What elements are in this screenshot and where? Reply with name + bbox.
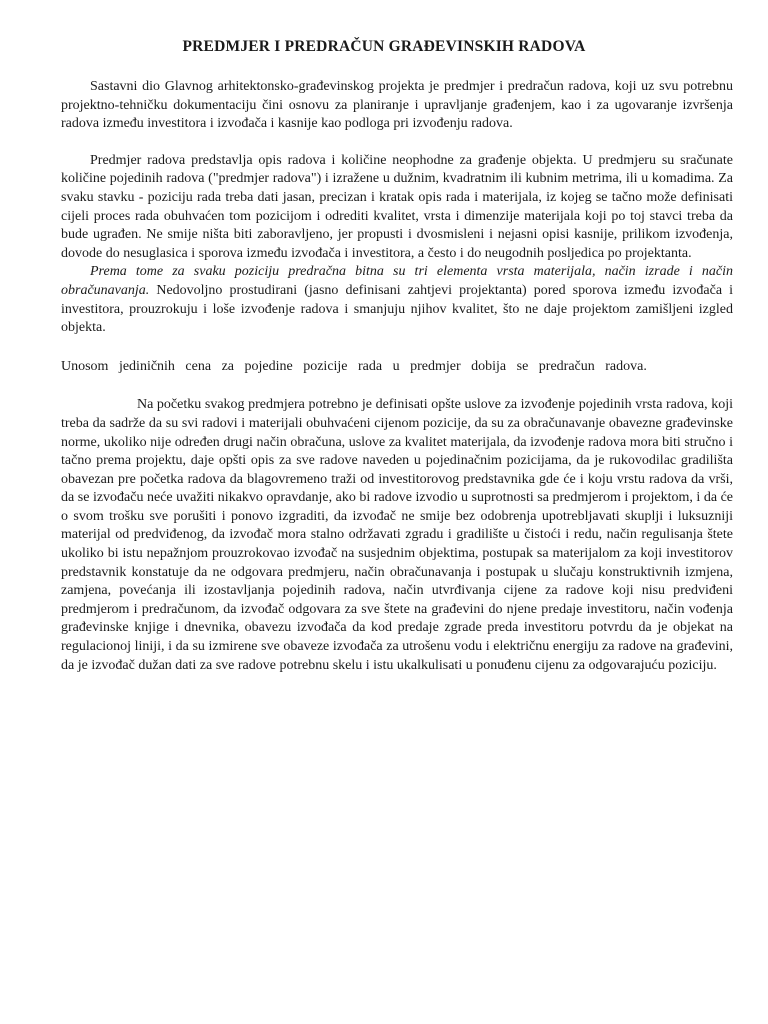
document-body <box>61 78 733 675</box>
paragraph-predmjer-definition: Predmjer radova predstavlja opis radova i količine neophodne za građenje objekta. U predmjeru su sračunate količine pojedinih radova ("predmjer radova") i izražene u dužnim, kvadratnim ili kubnim metrima, ili u komadima. Za svaku stavku - poziciju rada treba dati jasan, precizan i kratak opis rada i materijala, iz kojeg se tačno može definisati cijeli proces rada obuhvaćen tom pozicijom i odrediti kvalitet, vrsta i dimenzije materijala koji po toj stavci treba da bude ugrađen. Ne smije ništa biti zaboravljeno, jer propusti i dvosmisleni i nejasni opisi kasnije, prilikom izvođenja, dovode do nesuglasica i sporova između izvođača i investitora, a često i do neugodnih posljedica po projektanta. <box>61 152 733 261</box>
paragraph-general-conditions: Na početku svakog predmjera potrebno je definisati opšte uslove za izvođenje pojedinih vrsta radova, koji treba da sadrže da su svi radovi i materijali obuhvaćeni cijenom pozicije, da su za obračunavanje obavezne građevinske norme, ukoliko nije određen drugi način obračuna, uslove za kvalitet materijala, da izvođenje radova mora biti stručno i tačno prema projektu, daje opšti opis za sve radove naveden u pojedinačnim pozicijama, da je rukovodilac gradilišta obavezan pre početka radova da blagovremeno traži od investitorovog predstavnika gde će i koju vrstu radova da vrši, da se izvođaču neće uvažiti nikakvo opravdanje, ako bi radove izvodio u suprotnosti sa predmjerom i projektom, i da će o svom trošku sve porušiti i ponovo izgraditi, da izvođač ne smije bez odobrenja upotrebljavati skuplji i luksuzniji materijal od predviđenog, da izvođač mora stalno održavati zgradu i gradilište u čistoći i redu, način regulisanja štete ukoliko bi istu nepažnjom prouzrokovao izvođač na susjednim objektima, postupak sa materijalom za koji investitorov predstavnik konstatuje da ne odgovara predmjeru, način obračunavanja i postupak u slučaju konstruktivnih izmjena, zamjena, povećanja ili izostavljanja pojedinih radova, način utvrđivanja cijene za radove koji nisu predviđeni predmjerom i predračunom, da izvođač odgovara za sve štete na građevini do njene predaje investitoru, način vođenja građevinske knjige i dnevnika, obavezu izvođača da kod predaje zgrade preda investitoru potvrdu da je objekat na regulacionoj liniji, i da su izmirene sve obaveze izvođača za utrošenu vodu i električnu energiju za radove na građevini, da je izvođač dužan dati za sve radove potrebnu skelu i istu ukalkulisati u ponuđenu cijenu za odgovarajuću poziciju. <box>61 397 733 673</box>
paragraph-intro: Sastavni dio Glavnog arhitektonsko-građevinskog projekta je predmjer i predračun radova, koji uz svu potrebnu projektno-tehničku dokumentaciju čini osnovu za planiranje i upravljanje građenjem, kao i za ugovaranje izvršenja radova između investitora i izvođača i kasnije kao podloga pri izvođenju radova. <box>61 79 733 132</box>
document-title: PREDMJER I PREDRAČUN GRAĐEVINSKIH RADOVA <box>182 38 586 55</box>
three-elements-emphasis: Prema tome za svaku poziciju predračna bitna su tri elementa vrsta materijala, način izrade i način obračunavanja. <box>61 264 733 298</box>
three-elements-text: Nedovoljno prostudirani (jasno definisani zahtjevi projektanta) pored sporova između izvođača i investitora, prouzrokuju i loše izvođenje radova i smanjuju njihov kvalitet, što ne daje projektom zamišljeni izgled objekta. <box>61 282 734 336</box>
paragraph-three-elements <box>61 263 733 337</box>
paragraph-spacer <box>61 338 733 358</box>
paragraph-unit-prices: Unosom jediničnih cena za pojedine pozicije rada u predmjer dobija se predračun radova. <box>61 358 647 374</box>
paragraph-spacer <box>61 134 733 152</box>
paragraph-spacer <box>61 376 733 396</box>
